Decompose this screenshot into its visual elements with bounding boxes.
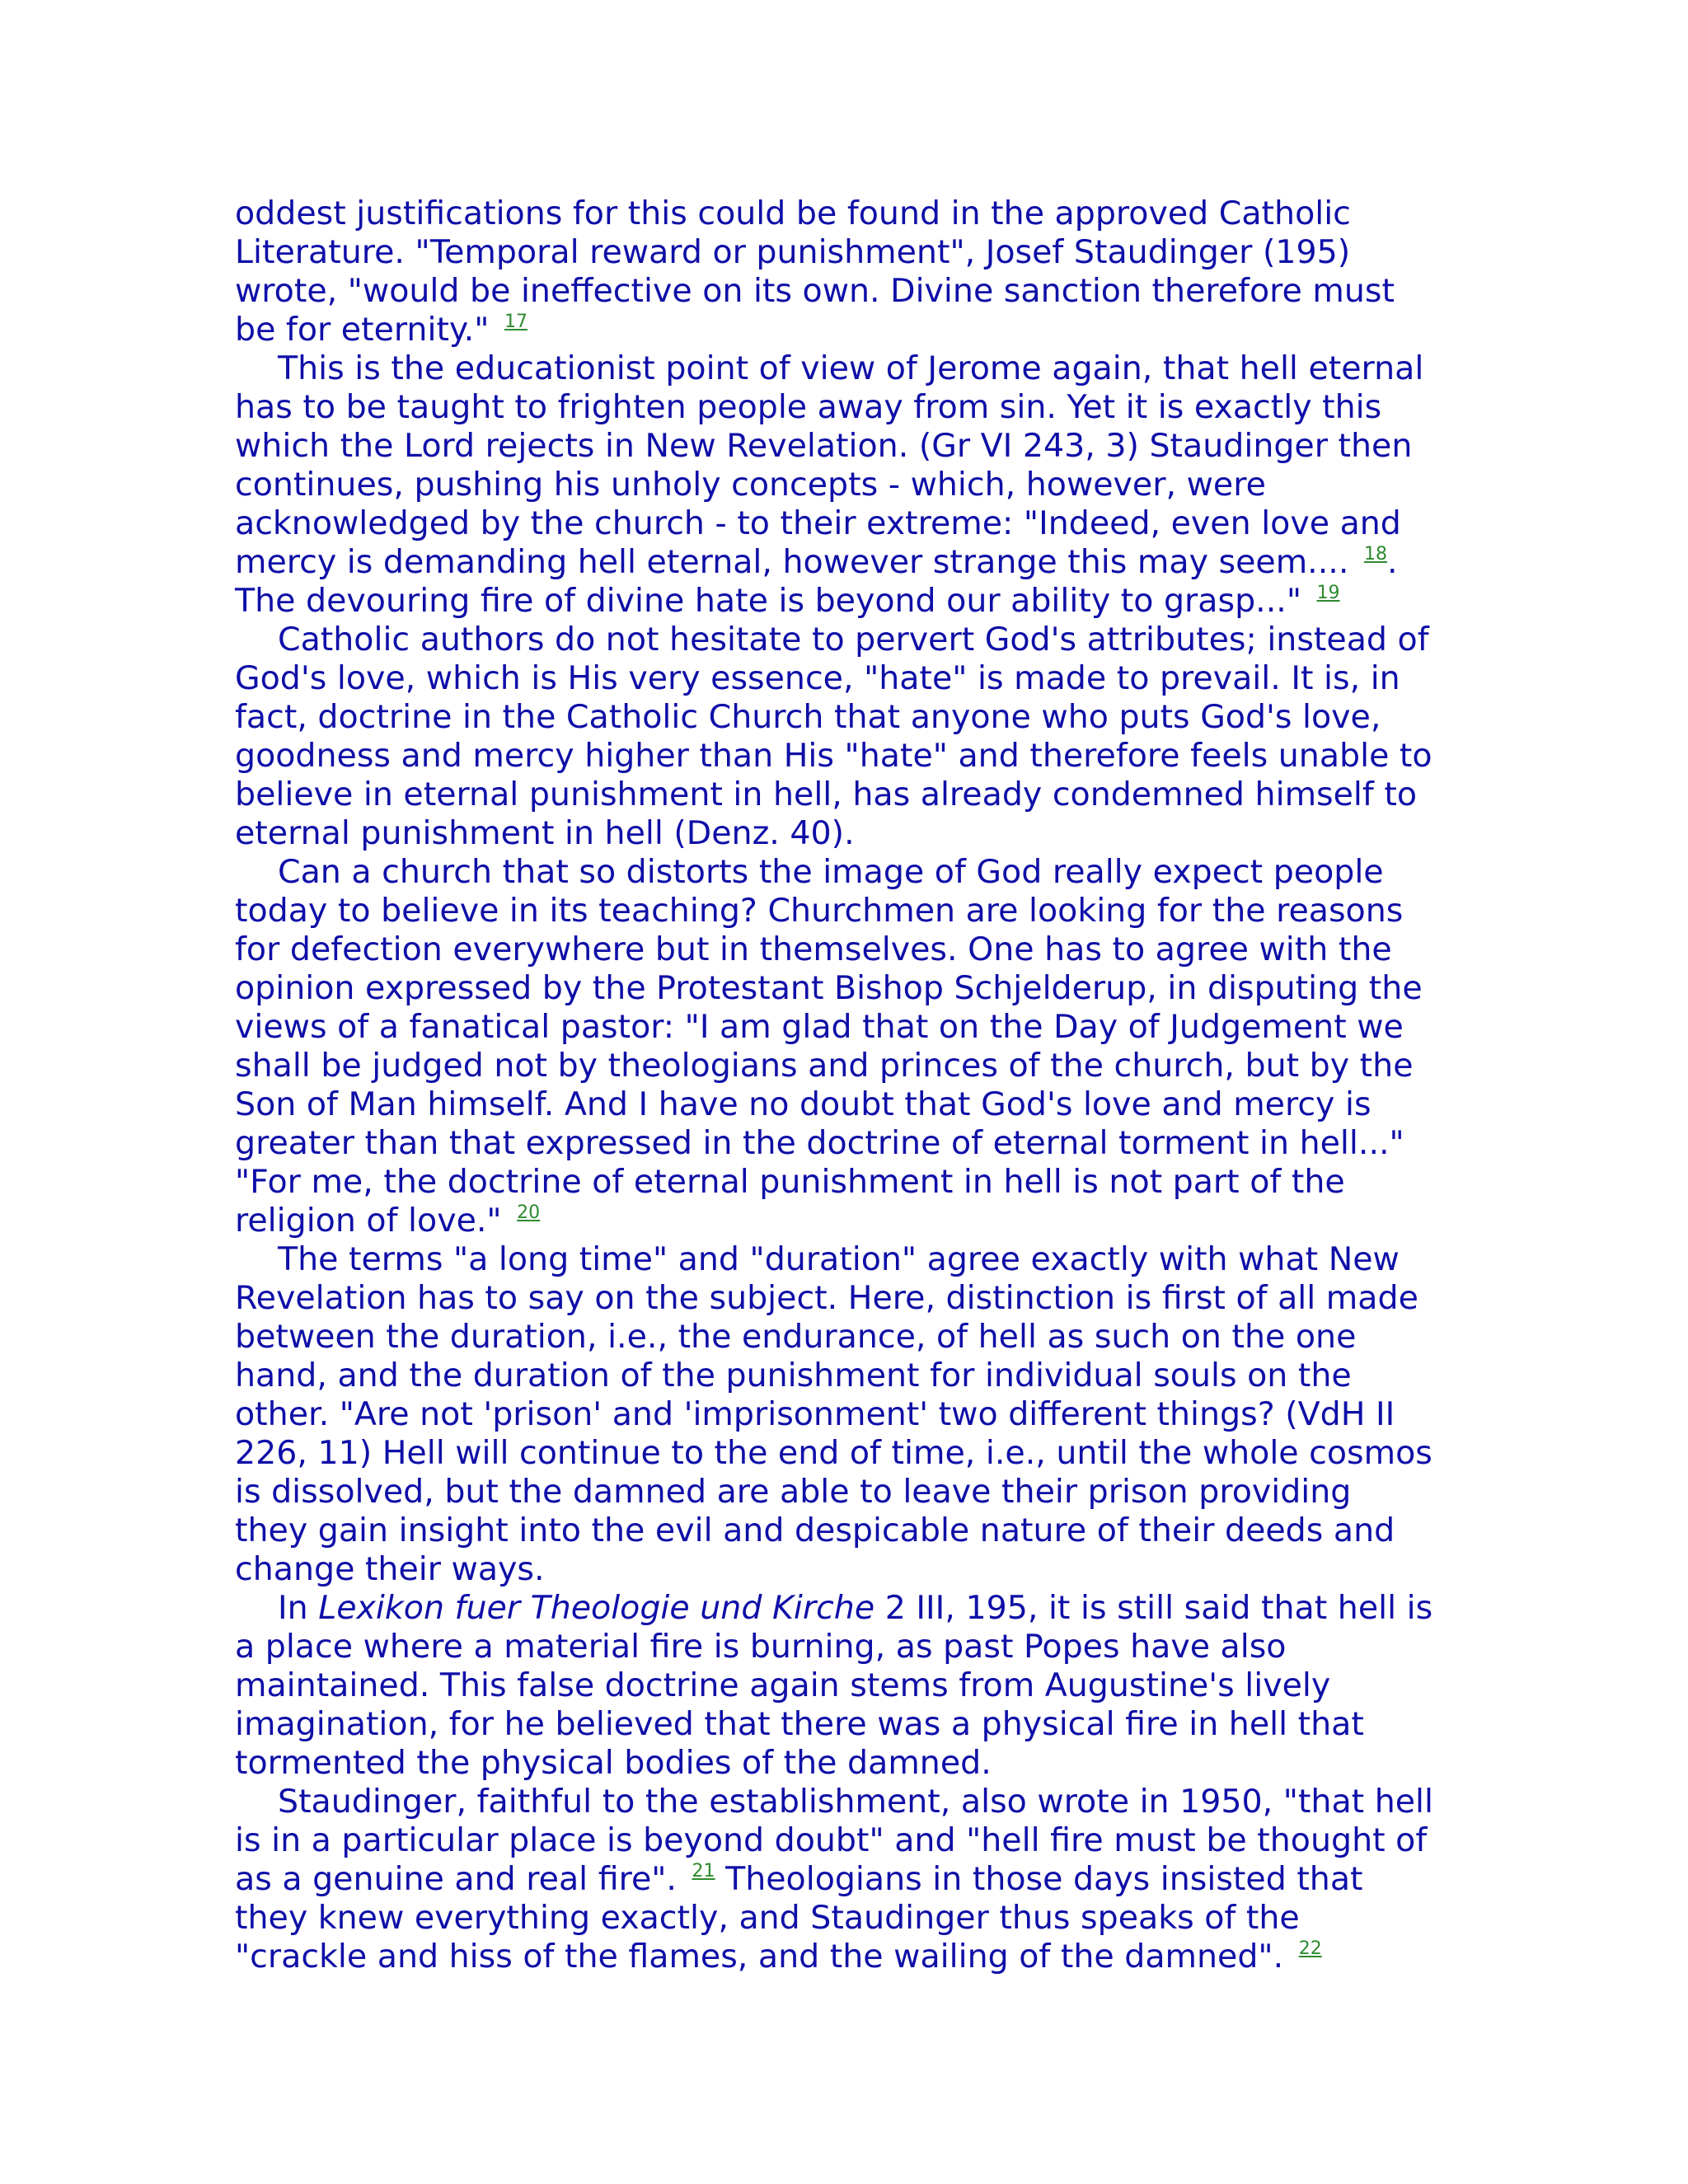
book-title: Lexikon fuer Theologie und Kirche [318,1589,875,1627]
text-line: hand, and the duration of the punishment for individual souls on the [235,1357,1352,1394]
text-line: other. "Are not 'prison' and 'imprisonment' two different things? (VdH II [235,1395,1395,1433]
paragraph-start: Can a church that so distorts the image of God really expect people [278,853,1384,891]
text-line: oddest justifications for this could be found in the approved Catholic [235,194,1351,232]
text-line: they knew everything exactly, and Staudinger thus speaks of the [235,1899,1300,1937]
text-line: change their ways. [235,1550,545,1588]
footnote-link-17[interactable]: 17 [504,312,528,332]
text-line: they gain insight into the evil and despicable nature of their deeds and [235,1511,1395,1549]
text-line: as a genuine and real fire". $^{21}$ Theologians in those days insisted that [235,1860,1363,1898]
text-line: opinion expressed by the Protestant Bishop Schjelderup, in disputing the [235,969,1423,1007]
footnote-link-20[interactable]: 20 [517,1202,541,1223]
paragraph-start: This is the educationist point of view of Jerome again, that hell eternal [278,349,1424,387]
text-line: "For me, the doctrine of eternal punishment in hell is not part of the [235,1163,1345,1201]
text-line: be for eternity." $^{17}$ [235,311,528,349]
text-line: views of a fanatical pastor: "I am glad that on the Day of Judgement we [235,1008,1404,1046]
footnote-link-22[interactable]: 22 [1298,1938,1322,1959]
text-line: fact, doctrine in the Catholic Church that anyone who puts God's love, [235,698,1381,736]
text-line: for defection everywhere but in themselves. One has to agree with the [235,930,1392,968]
text-line: greater than that expressed in the doctrine of eternal torment in hell..." [235,1124,1404,1162]
text-line: goodness and mercy higher than His "hate" and therefore feels unable to [235,737,1432,775]
text-line: 226, 11) Hell will continue to the end of time, i.e., until the whole cosmos [235,1434,1432,1472]
text-line: Revelation has to say on the subject. Here, distinction is first of all made [235,1279,1418,1317]
text-line: between the duration, i.e., the endurance, of hell as such on the one [235,1318,1357,1356]
paragraph-start: Staudinger, faithful to the establishment, also wrote in 1950, "that hell [278,1783,1433,1821]
footnote-link-21[interactable]: 21 [692,1861,715,1882]
text-line: acknowledged by the church - to their extreme: "Indeed, even love and [235,504,1401,542]
text-line: Literature. "Temporal reward or punishment", Josef Staudinger (195) [235,233,1351,271]
text-line: imagination, for he believed that there was a physical fire in hell that [235,1705,1364,1743]
paragraph-start: Catholic authors do not hesitate to pervert God's attributes; instead of [278,621,1429,658]
text-line: eternal punishment in hell (Denz. 40). [235,814,855,852]
paragraph-start: In Lexikon fuer Theologie und Kirche 2 III, 195, it is still said that hell is [278,1589,1433,1627]
text-line: is dissolved, but the damned are able to leave their prison providing [235,1473,1352,1511]
footnote-link-18[interactable]: 18 [1363,544,1387,565]
footnote-link-19[interactable]: 19 [1316,583,1340,603]
text-line: The devouring fire of divine hate is beyond our ability to grasp..." $^{19}$ [235,582,1340,620]
text-line: wrote, "would be ineffective on its own. Divine sanction therefore must [235,272,1395,310]
text-line: "crackle and hiss of the flames, and the wailing of the damned". $^{22}$ [235,1938,1322,1975]
text-line: has to be taught to frighten people away from sin. Yet it is exactly this [235,388,1382,426]
text-line: is in a particular place is beyond doubt" and "hell fire must be thought of [235,1821,1428,1859]
text-line: a place where a material fire is burning, as past Popes have also [235,1628,1287,1666]
text-line: tormented the physical bodies of the damned. [235,1744,992,1782]
paragraph-start: The terms "a long time" and "duration" agree exactly with what New [278,1240,1400,1278]
text-line: believe in eternal punishment in hell, has already condemned himself to [235,776,1418,813]
text-line: mercy is demanding hell eternal, however strange this may seem.... $^{18}$. [235,543,1398,581]
text-line: today to believe in its teaching? Churchmen are looking for the reasons [235,892,1404,930]
text-line: religion of love." $^{20}$ [235,1202,541,1240]
text-line: maintained. This false doctrine again stems from Augustine's lively [235,1666,1331,1704]
text-line: which the Lord rejects in New Revelation. (Gr VI 243, 3) Staudinger then [235,427,1413,465]
text-line: God's love, which is His very essence, "hate" is made to prevail. It is, in [235,659,1400,697]
text-line: continues, pushing his unholy concepts - which, however, were [235,466,1266,504]
document-body [235,194,1471,1976]
text-line: Son of Man himself. And I have no doubt that God's love and mercy is [235,1085,1372,1123]
text-line: shall be judged not by theologians and princes of the church, but by the [235,1047,1414,1085]
